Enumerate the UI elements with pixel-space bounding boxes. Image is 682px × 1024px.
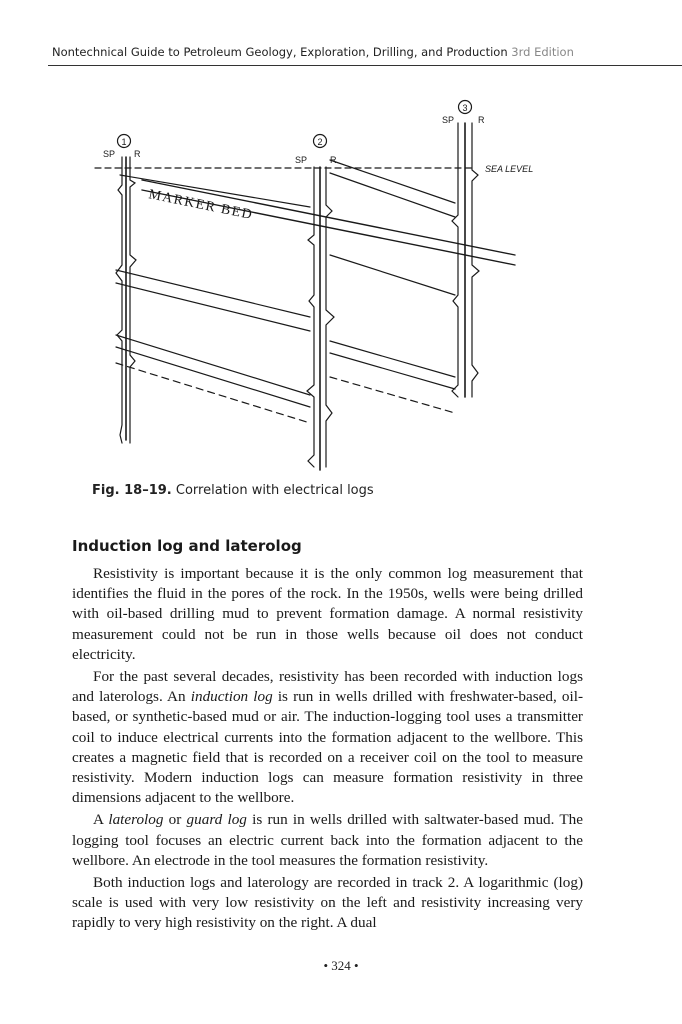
figure-caption xyxy=(92,483,374,498)
correlation-line xyxy=(116,270,310,317)
paragraph-text: is run in wells drilled with freshwater-based, oil-based, or synthetic-based mud or air. The induction-logging tool uses a transmitter coil to induce electrical currents into the formation adjacent to the wellbore. This creates a magnetic field that is recorded on a receiver coil on the tool to measure resistivity. Modern induction logs can measure formation resistivity in three dimensions adjacent to the wellbore. xyxy=(72,688,584,807)
well-3-r-label: R xyxy=(478,115,485,125)
correlation-line xyxy=(116,283,310,331)
figure-caption-text: Correlation with electrical logs xyxy=(175,483,374,498)
well-3-r-curve xyxy=(472,123,479,397)
correlation-line xyxy=(116,363,310,423)
book-title: Nontechnical Guide to Petroleum Geology, Exploration, Drilling, and Production xyxy=(52,45,508,59)
well-1-r-curve xyxy=(130,157,136,443)
page-number: • 324 • xyxy=(323,958,359,973)
figure-electrical-log-correlation xyxy=(80,95,540,475)
correlation-line xyxy=(330,173,455,217)
well-3-sp-label: SP xyxy=(442,115,455,125)
paragraph xyxy=(72,667,583,808)
italic-term: laterolog xyxy=(108,811,164,829)
paragraph xyxy=(72,564,583,665)
paragraph xyxy=(72,873,583,934)
well-log-diagram xyxy=(80,95,540,475)
paragraph xyxy=(72,810,583,871)
paragraph-text: Both induction logs and laterology are recorded in track 2. A logarithmic (log) scale is used with very low resistivity on the left and resistivity increasing very rapidly to very high resistivity on the right. A dual xyxy=(72,874,583,932)
well-2-r-curve xyxy=(326,167,334,467)
italic-term: guard log xyxy=(186,811,247,829)
edition-label: 3rd Edition xyxy=(511,45,574,59)
section-heading: Induction log and laterolog xyxy=(72,537,302,555)
paragraph-text: is run in wells drilled with saltwater-based mud. The logging tool focuses an electric current back into the formation adjacent to the wellbore. An electrode in the tool measures the formation resistivity. xyxy=(72,811,583,869)
well-2-sp-label: SP xyxy=(295,155,308,165)
correlation-line xyxy=(330,160,455,203)
header-rule xyxy=(48,65,682,66)
well-1-sp-curve xyxy=(116,157,122,443)
correlation-line xyxy=(330,255,455,295)
well-3-sp-curve xyxy=(452,123,458,397)
sea-level-label: SEA LEVEL xyxy=(485,164,534,174)
well-1-r-label: R xyxy=(134,149,141,159)
well-3-number: 3 xyxy=(462,103,468,113)
well-2-r-label: R xyxy=(330,155,337,165)
paragraph-text: or xyxy=(163,811,187,829)
paragraph-text: A xyxy=(93,811,109,829)
paragraph-text: For the past several decades, resistivity has been recorded with induction logs and laterologs. An xyxy=(72,668,583,706)
well-1-number: 1 xyxy=(121,137,127,147)
correlation-line xyxy=(116,335,310,395)
well-2-number: 2 xyxy=(317,137,323,147)
marker-bed-label: MARKER BED xyxy=(147,187,255,224)
paragraph-text: Resistivity is important because it is the only common log measurement that identifies the fluid in the pores of the rock. In the 1950s, wells were being drilled with oil-based drilling mud to prevent formation damage. A normal resistivity measurement could not be run in those wells because oil does not conduct electricity. xyxy=(72,565,583,663)
figure-number: Fig. 18–19. xyxy=(92,483,172,498)
italic-term: induction log xyxy=(190,688,273,706)
running-head xyxy=(52,45,682,59)
correlation-line xyxy=(330,377,455,413)
marker-bed-top xyxy=(142,180,515,255)
body-text xyxy=(72,564,583,936)
well-1-sp-label: SP xyxy=(103,149,116,159)
correlation-line xyxy=(116,347,310,407)
